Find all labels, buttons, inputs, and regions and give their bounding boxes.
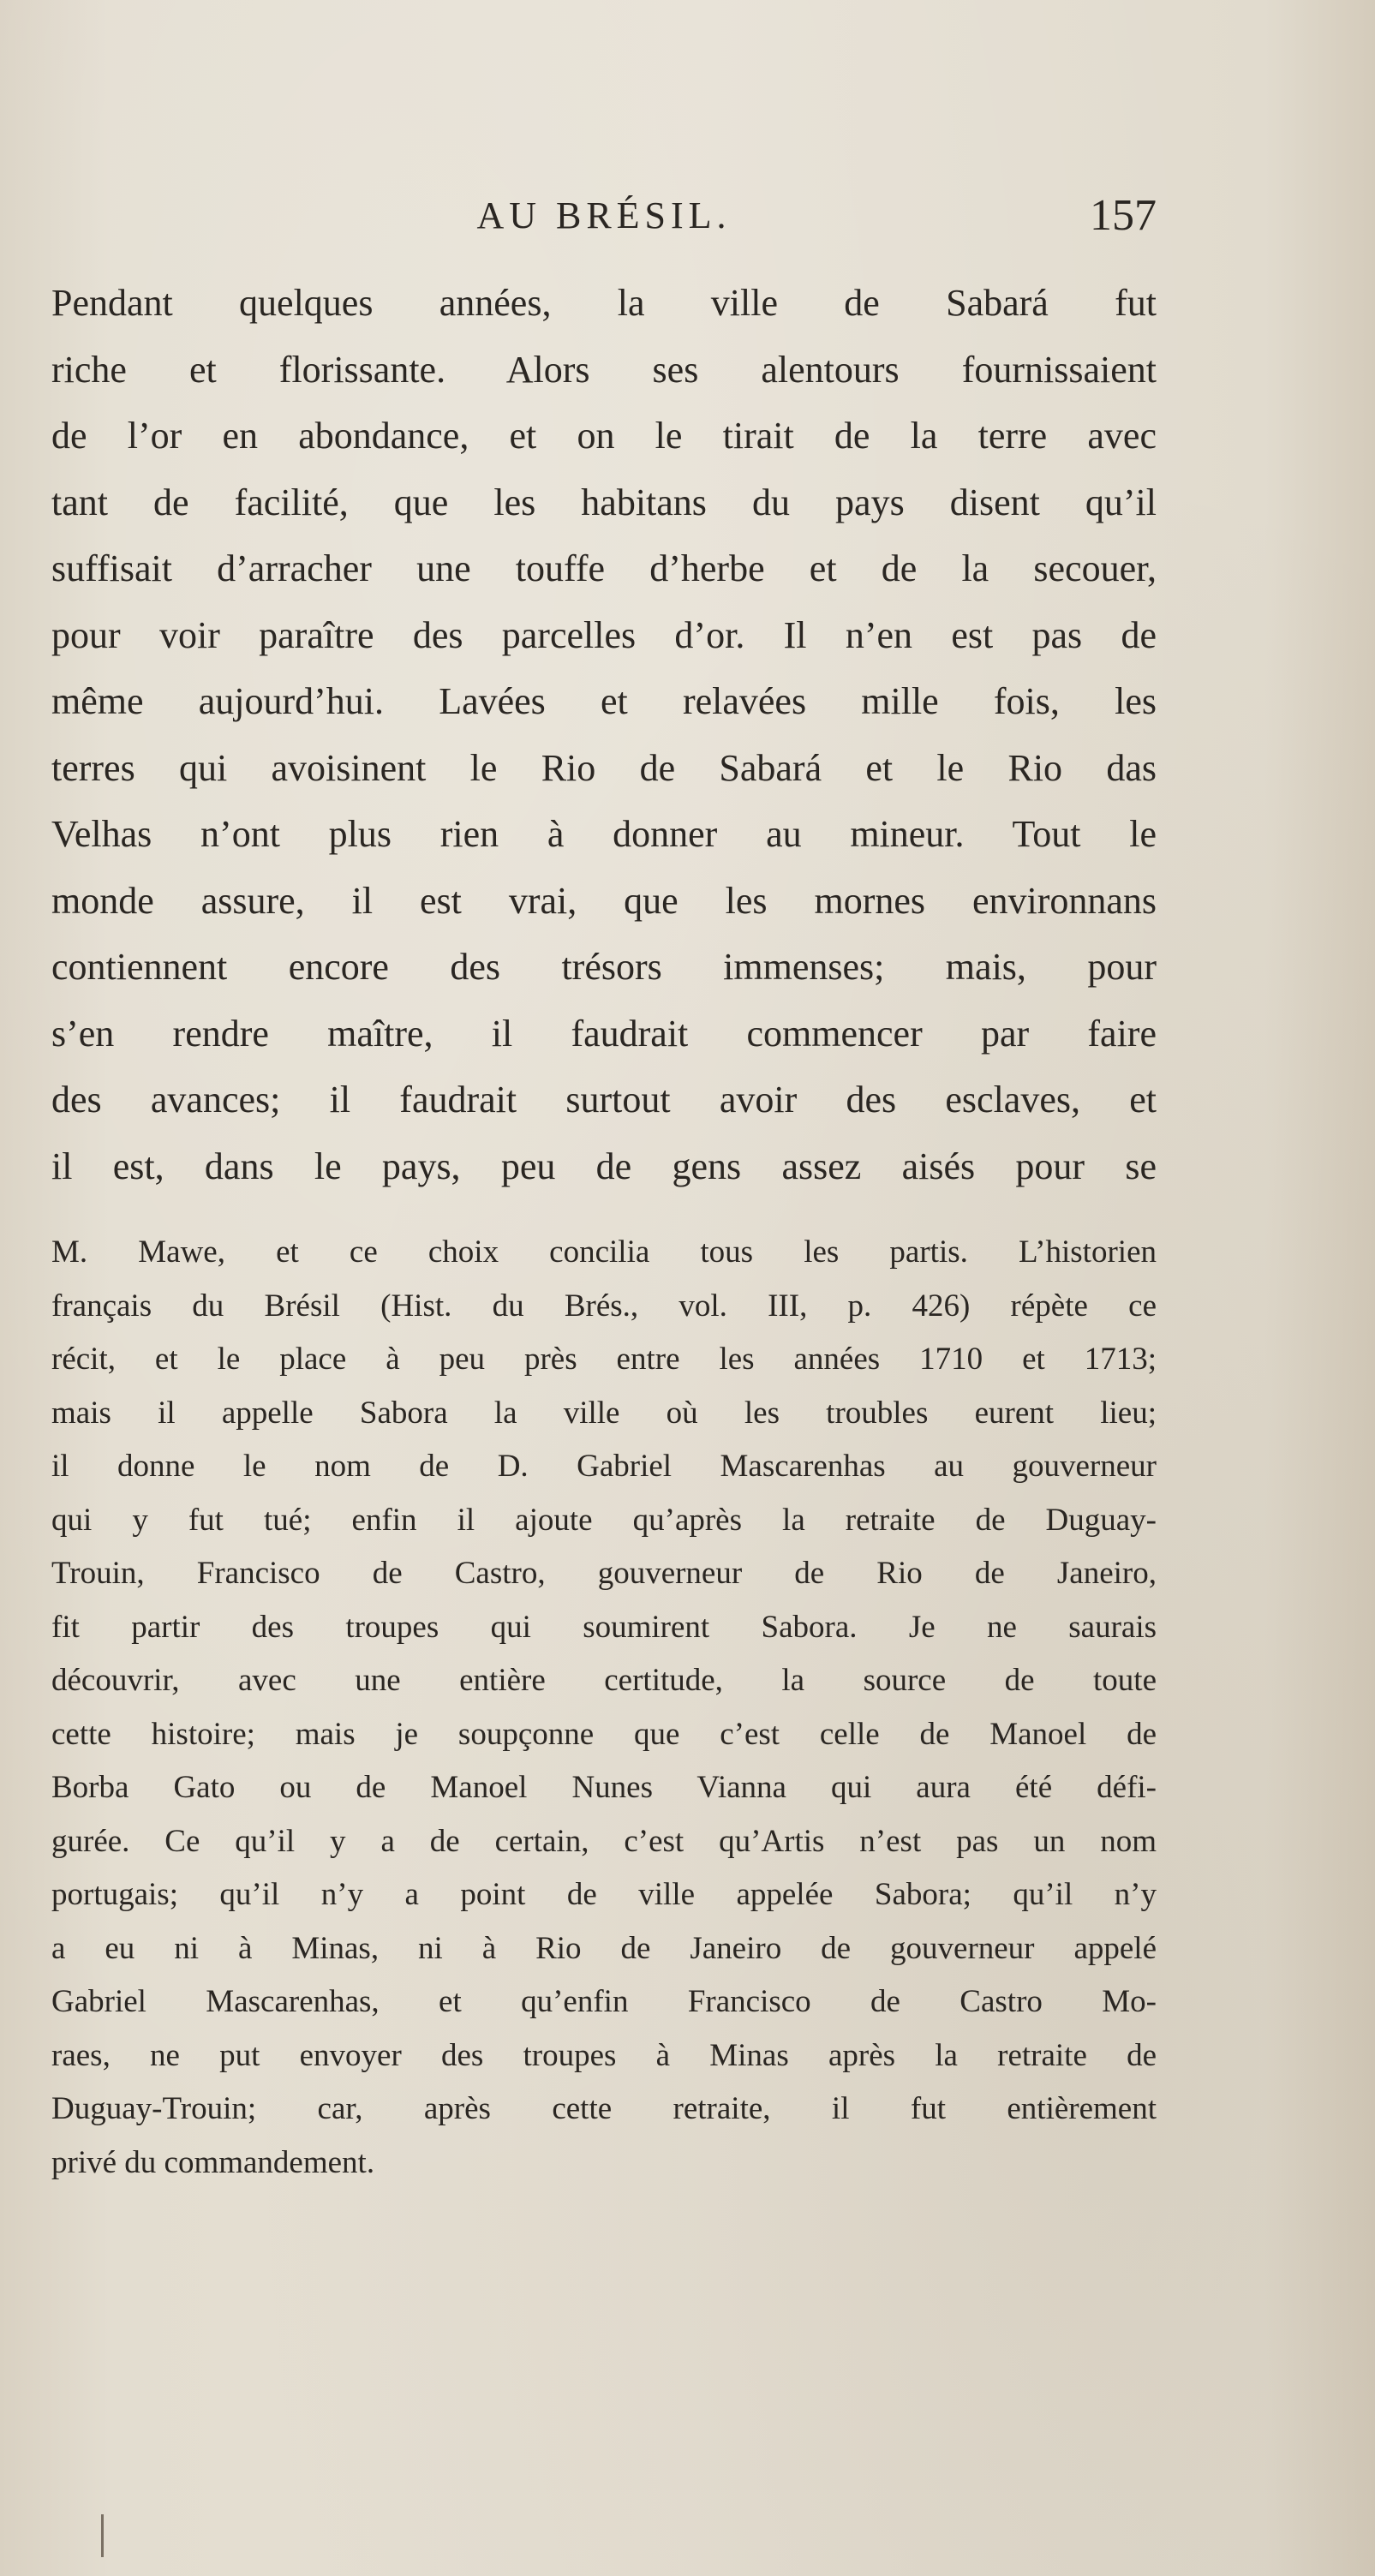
text-line: monde assure, il est vrai, que les mornes environnans (51, 879, 1157, 922)
text-line: s’en rendre maître, il faudrait commencer par faire (51, 1012, 1157, 1055)
footnote-line: a eu ni à Minas, ni à Rio de Janeiro de gouverneur appelé (51, 1930, 1157, 1966)
text-line: terres qui avoisinent le Rio de Sabará et le Rio das (51, 746, 1157, 789)
text-line: même aujourd’hui. Lavées et relavées mille fois, les (51, 680, 1157, 722)
footnote-line: Borba Gato ou de Manoel Nunes Vianna qui aura été défi- (51, 1770, 1157, 1805)
text-line: suffisait d’arracher une touffe d’herbe et de la secouer, (51, 547, 1157, 589)
footnote (51, 1226, 1157, 2190)
footnote-line: Trouin, Francisco de Castro, gouverneur de Rio de Janeiro, (51, 1556, 1157, 1591)
text-line: des avances; il faudrait surtout avoir des esclaves, et (51, 1079, 1157, 1121)
text-line: Velhas n’ont plus rien à donner au mineur. Tout le (51, 813, 1157, 855)
footnote-line: privé du commandement. (51, 2144, 375, 2180)
footnote-line: cette histoire; mais je soupçonne que c’est celle de Manoel de (51, 1716, 1157, 1752)
footnote-line: Gabriel Mascarenhas, et qu’enfin Francisco de Castro Mo- (51, 1984, 1157, 2019)
footnote-line: récit, et le place à peu près entre les années 1710 et 1713; (51, 1342, 1157, 1377)
footnote-line: gurée. Ce qu’il y a de certain, c’est qu’Artis n’est pas un nom (51, 1823, 1157, 1859)
text-line: pour voir paraître des parcelles d’or. Il n’en est pas de (51, 613, 1157, 656)
footnote-line: il donne le nom de D. Gabriel Mascarenhas au gouverneur (51, 1449, 1157, 1484)
footnote-line: M. Mawe, et ce choix concilia tous les partis. L’historien (51, 1234, 1157, 1270)
footnote-line: français du Brésil (Hist. du Brés., vol. III, p. 426) répète ce (51, 1288, 1157, 1324)
text-line: Pendant quelques années, la ville de Sabará fut (51, 282, 1157, 324)
text-line: de l’or en abondance, et on le tirait de la terre avec (51, 415, 1157, 457)
text-line: il est, dans le pays, peu de gens assez aisés pour se (51, 1145, 1157, 1187)
text-line: tant de facilité, que les habitans du pays disent qu’il (51, 481, 1157, 523)
footnote-line: portugais; qu’il n’y a point de ville appelée Sabora; qu’il n’y (51, 1877, 1157, 1912)
footnote-line: raes, ne put envoyer des troupes à Minas après la retraite de (51, 2037, 1157, 2073)
main-text (51, 270, 1157, 1199)
footnote-line: fit partir des troupes qui soumirent Sabora. Je ne saurais (51, 1609, 1157, 1645)
footnote-line: découvrir, avec une entière certitude, la source de toute (51, 1663, 1157, 1698)
margin-mark (101, 2514, 104, 2557)
footnote-line: Duguay-Trouin; car, après cette retraite, il fut entièrement (51, 2091, 1157, 2126)
page-number: 157 (1090, 191, 1157, 240)
text-line: contiennent encore des trésors immenses; mais, pour (51, 946, 1157, 988)
footnote-line: mais il appelle Sabora la ville où les troubles eurent lieu; (51, 1395, 1157, 1431)
footnote-line: qui y fut tué; enfin il ajoute qu’après la retraite de Duguay- (51, 1502, 1157, 1538)
running-head: AU BRÉSIL. (476, 194, 732, 236)
text-line: riche et florissante. Alors ses alentours fournissaient (51, 348, 1157, 391)
page-header (51, 182, 1157, 250)
